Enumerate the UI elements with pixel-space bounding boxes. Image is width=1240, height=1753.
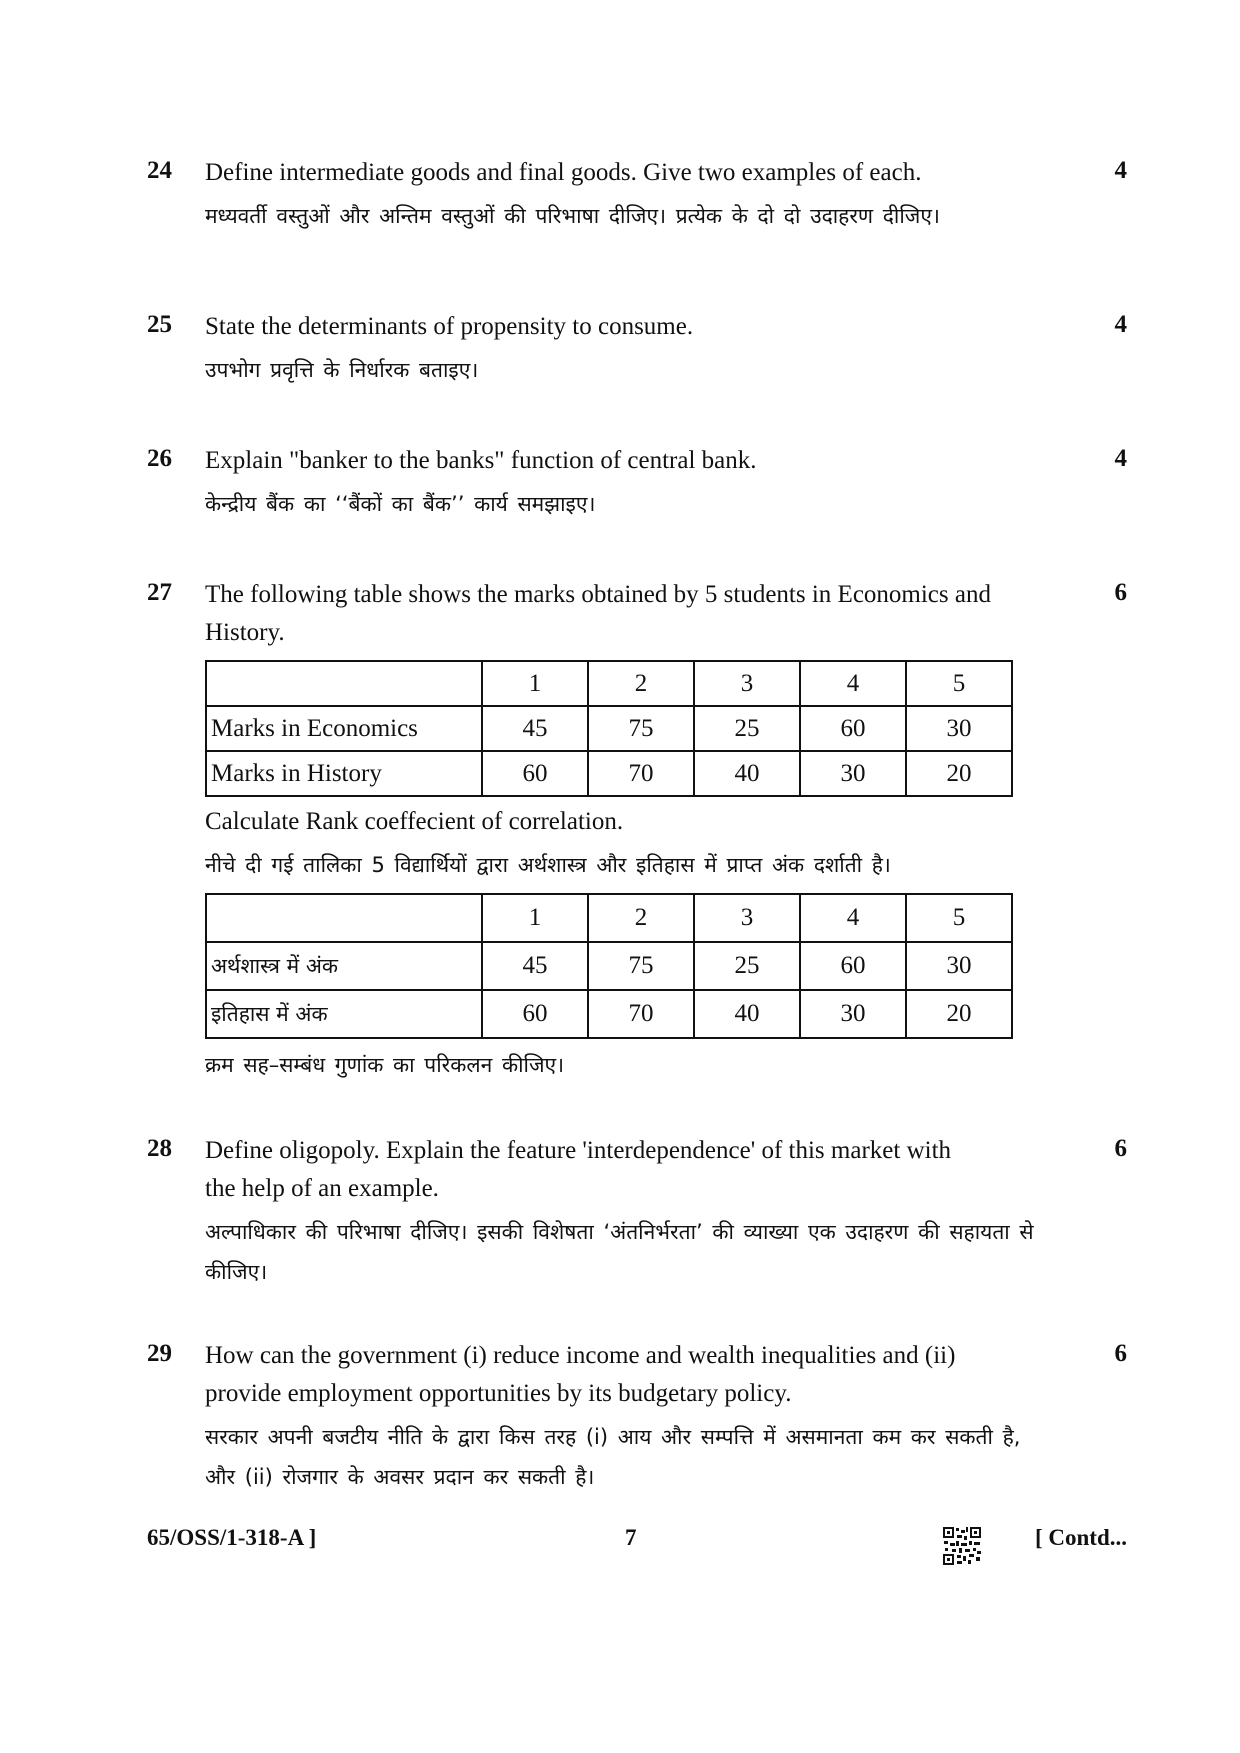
table-cell: 60 bbox=[482, 751, 588, 796]
row-label: अर्थशास्त्र में अंक bbox=[206, 942, 482, 990]
question-text-en: Define intermediate goods and final goods. Give two examples of each. bbox=[205, 159, 922, 186]
table-cell: 30 bbox=[906, 706, 1012, 751]
qr-code-icon bbox=[942, 1526, 982, 1566]
table-cell: 75 bbox=[588, 706, 694, 751]
table-header-row bbox=[206, 661, 1012, 706]
marks-table-hi bbox=[205, 893, 1013, 1039]
table-cell: 60 bbox=[800, 942, 906, 990]
marks-table-en bbox=[205, 660, 1013, 797]
question-body bbox=[205, 308, 1065, 390]
question-number: 27 bbox=[147, 579, 172, 606]
table-cell: 30 bbox=[800, 990, 906, 1038]
question-instruction-en: Calculate Rank coeffecient of correlation. bbox=[205, 808, 624, 835]
question-body bbox=[205, 1132, 1065, 1292]
table-cell: 30 bbox=[800, 751, 906, 796]
question-27 bbox=[147, 576, 1127, 1085]
question-28 bbox=[147, 1132, 1127, 1292]
table-cell: 20 bbox=[906, 990, 1012, 1038]
table-cell: 3 bbox=[694, 894, 800, 942]
question-text-hi: अल्पाधिकार की परिभाषा दीजिए। इसकी विशेषता ‘अंतनिर्भरता’ की व्याख्या एक उदाहरण की सहायता से कीजिए। bbox=[205, 1220, 1034, 1284]
question-number: 24 bbox=[147, 157, 172, 184]
table-row bbox=[206, 751, 1012, 796]
row-label: Marks in History bbox=[206, 751, 482, 796]
table-cell: 30 bbox=[906, 942, 1012, 990]
table-cell bbox=[206, 894, 482, 942]
table-cell: 4 bbox=[800, 661, 906, 706]
table-cell: 60 bbox=[800, 706, 906, 751]
table-cell: 70 bbox=[588, 990, 694, 1038]
question-marks: 4 bbox=[1114, 445, 1127, 472]
question-25 bbox=[147, 308, 1127, 390]
table-cell: 25 bbox=[694, 942, 800, 990]
table-cell: 75 bbox=[588, 942, 694, 990]
question-29 bbox=[147, 1337, 1127, 1497]
table-cell: 40 bbox=[694, 751, 800, 796]
paper-code: 65/OSS/1-318-A ] bbox=[147, 1525, 317, 1550]
question-text-hi: केन्द्रीय बैंक का ‘‘बैंकों का बैंक’’ कार्य समझाइए। bbox=[205, 492, 596, 516]
question-text-hi: नीचे दी गई तालिका 5 विद्यार्थियों द्वारा अर्थशास्त्र और इतिहास में प्राप्त अंक दर्शाती है। bbox=[205, 853, 891, 877]
table-cell: 2 bbox=[588, 661, 694, 706]
question-marks: 6 bbox=[1114, 1340, 1127, 1367]
table-cell: 20 bbox=[906, 751, 1012, 796]
table-row bbox=[206, 942, 1012, 990]
continued-label: [ Contd... bbox=[1034, 1525, 1127, 1550]
question-text-en: The following table shows the marks obtained by 5 students in Economics and History. bbox=[205, 581, 991, 646]
question-text-en: Explain "banker to the banks" function of central bank. bbox=[205, 447, 757, 474]
table-row bbox=[206, 706, 1012, 751]
table-cell: 1 bbox=[482, 894, 588, 942]
table-cell: 5 bbox=[906, 661, 1012, 706]
question-text-hi: मध्यवर्ती वस्तुओं और अन्तिम वस्तुओं की परिभाषा दीजिए। प्रत्येक के दो दो उदाहरण दीजिए। bbox=[205, 204, 940, 228]
table-cell: 3 bbox=[694, 661, 800, 706]
page-number: 7 bbox=[625, 1525, 637, 1550]
question-text-hi: सरकार अपनी बजटीय नीति के द्वारा किस तरह (i) आय और सम्पत्ति में असमानता कम कर सकती है, और (ii) रोजगार के अवसर प्रदान कर सकती है। bbox=[205, 1425, 1021, 1489]
table-cell: 2 bbox=[588, 894, 694, 942]
question-text-en: How can the government (i) reduce income and wealth inequalities and (ii) provide employment opportunities by its budgetary policy. bbox=[205, 1342, 956, 1407]
table-cell bbox=[206, 661, 482, 706]
table-cell: 25 bbox=[694, 706, 800, 751]
table-header-row bbox=[206, 894, 1012, 942]
table-cell: 45 bbox=[482, 706, 588, 751]
question-marks: 6 bbox=[1114, 1135, 1127, 1162]
question-marks: 4 bbox=[1114, 311, 1127, 338]
question-body bbox=[205, 442, 1065, 524]
table-cell: 5 bbox=[906, 894, 1012, 942]
table-row bbox=[206, 990, 1012, 1038]
question-text-hi: उपभोग प्रवृत्ति के निर्धारक बताइए। bbox=[205, 358, 479, 382]
table-cell: 45 bbox=[482, 942, 588, 990]
question-number: 26 bbox=[147, 445, 172, 472]
question-marks: 6 bbox=[1114, 579, 1127, 606]
row-label: Marks in Economics bbox=[206, 706, 482, 751]
question-body bbox=[205, 576, 1065, 1085]
question-body bbox=[205, 154, 1065, 236]
question-text-en: State the determinants of propensity to consume. bbox=[205, 313, 694, 340]
question-instruction-hi: क्रम सह–सम्बंध गुणांक का परिकलन कीजिए। bbox=[205, 1053, 565, 1077]
table-cell: 60 bbox=[482, 990, 588, 1038]
question-text-en: Define oligopoly. Explain the feature 'interdependence' of this market with the help of an example. bbox=[205, 1137, 952, 1202]
question-24 bbox=[147, 154, 1127, 236]
question-number: 29 bbox=[147, 1340, 172, 1367]
table-cell: 4 bbox=[800, 894, 906, 942]
question-marks: 4 bbox=[1114, 157, 1127, 184]
page-footer bbox=[147, 1525, 1127, 1565]
question-number: 28 bbox=[147, 1135, 172, 1162]
table-cell: 1 bbox=[482, 661, 588, 706]
table-cell: 70 bbox=[588, 751, 694, 796]
table-cell: 40 bbox=[694, 990, 800, 1038]
row-label: इतिहास में अंक bbox=[206, 990, 482, 1038]
question-number: 25 bbox=[147, 311, 172, 338]
question-body bbox=[205, 1337, 1065, 1497]
question-26 bbox=[147, 442, 1127, 524]
